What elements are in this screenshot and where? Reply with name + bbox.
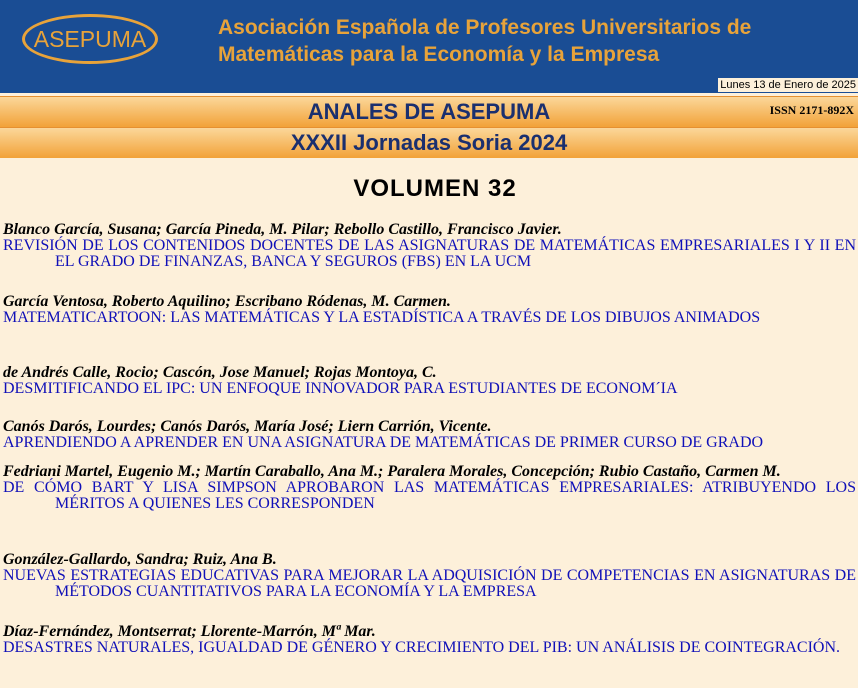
article-entry (3, 552, 856, 624)
article-authors: Fedriani Martel, Eugenio M.; Martín Caraballo, Ana M.; Paralera Morales, Concepción; Rubio Castaño, Carmen M. (3, 463, 781, 480)
current-date: Lunes 13 de Enero de 2025 (720, 79, 856, 91)
issn-label: ISSN 2171-892X (769, 103, 854, 117)
article-authors: García Ventosa, Roberto Aquilino; Escribano Ródenas, M. Carmen. (3, 293, 451, 310)
association-line-2: Matemáticas para la Economía y la Empresa (218, 43, 660, 66)
article-title-link[interactable]: REVISIÓN DE LOS CONTENIDOS DOCENTES DE LAS ASIGNATURAS DE MATEMÁTICAS EMPRESARIALES I Y II EN EL GRADO DE FINANZAS, BANCA Y SEGUROS (FBS) EN LA UCM (3, 237, 856, 270)
article-title-link[interactable]: APRENDIENDO A APRENDER EN UNA ASIGNATURA DE MATEMÁTICAS DE PRIMER CURSO DE GRADO (3, 434, 764, 451)
article-entry (3, 365, 856, 419)
article-title-link[interactable]: DE CÓMO BART Y LISA SIMPSON APROBARON LAS MATEMÁTICAS EMPRESARIALES: ATRIBUYENDO LOS MÉRITOS A QUIENES LES CORRESPONDEN (3, 479, 856, 512)
journal-title-band (0, 96, 858, 127)
journal-title: ANALES DE ASEPUMA (307, 99, 551, 124)
article-entry (3, 419, 856, 464)
article-authors: Díaz-Fernández, Montserrat; Llorente-Marrón, Mª Mar. (3, 623, 376, 640)
article-entry (3, 624, 856, 656)
article-entry (3, 294, 856, 365)
article-entry (3, 464, 856, 552)
association-line-1: Asociación Española de Profesores Universitarios de (218, 16, 752, 39)
article-title-link[interactable]: NUEVAS ESTRATEGIAS EDUCATIVAS PARA MEJORAR LA ADQUISICIÓN DE COMPETENCIAS EN ASIGNATURAS DE MÉTODOS CUANTITATIVOS PARA LA ECONOMÍA Y LA EMPRESA (3, 567, 856, 600)
article-title-link[interactable]: DESMITIFICANDO EL IPC: UN ENFOQUE INNOVADOR PARA ESTUDIANTES DE ECONOM´IA (3, 380, 678, 397)
conference-title: XXXII Jornadas Soria 2024 (290, 130, 568, 155)
article-list (3, 222, 856, 656)
article-title-link[interactable]: MATEMATICARTOON: LAS MATEMÁTICAS Y LA ESTADÍSTICA A TRAVÉS DE LOS DIBUJOS ANIMADOS (3, 309, 761, 326)
article-authors: González-Gallardo, Sandra; Ruiz, Ana B. (3, 551, 277, 568)
volume-heading: VOLUMEN 32 (353, 175, 517, 202)
article-authors: Canós Darós, Lourdes; Canós Darós, María José; Liern Carrión, Vicente. (3, 418, 492, 435)
conference-band (0, 127, 858, 158)
article-title-link[interactable]: DESASTRES NATURALES, IGUALDAD DE GÉNERO Y CRECIMIENTO DEL PIB: UN ANÁLISIS DE COINTEGRACIÓN. (3, 639, 841, 656)
article-authors: de Andrés Calle, Rocio; Cascón, Jose Manuel; Rojas Montoya, C. (3, 364, 437, 381)
association-name (218, 14, 838, 68)
article-authors: Blanco García, Susana; García Pineda, M. Pilar; Rebollo Castillo, Francisco Javier. (3, 221, 562, 238)
asepuma-logo[interactable]: ASEPUMA (22, 14, 158, 64)
article-entry (3, 222, 856, 294)
